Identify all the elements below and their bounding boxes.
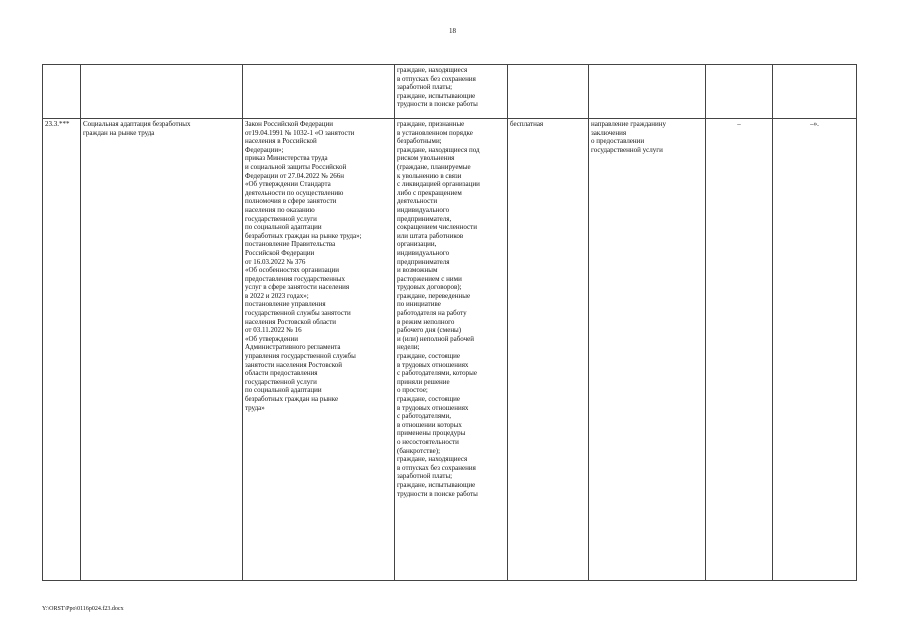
table-row — [43, 119, 857, 581]
cell-col8: –». — [773, 119, 857, 581]
cell-service — [81, 65, 243, 119]
cell-result — [589, 65, 706, 119]
cell-fee: бесплатная — [508, 119, 589, 581]
cell-number — [43, 65, 81, 119]
cell-legal-basis — [243, 65, 395, 119]
cell-service: Социальная адаптация безработных граждан на рынке труда — [81, 119, 243, 581]
page-number: 18 — [449, 27, 456, 35]
footer-file-path: Y:\ORST\Ppo\0116p024.f23.docx — [42, 606, 124, 612]
services-table — [42, 64, 857, 581]
cell-recipients: граждане, находящиеся в отпусках без сохранения заработной платы; граждане, испытывающие трудности в поиске работы — [395, 65, 508, 119]
cell-col8 — [773, 65, 857, 119]
cell-recipients: граждане, признанные в установленном порядке безработными; граждане, находящиеся под риском увольнения (граждане, планируемые к увольнению в связи с ликвидацией организации либо с прекращением деятельности индивидуального предпринимателя, сокращением численности или штата работников организации, индивидуального предпринимателя и возможным расторжением с ними трудовых договоров); граждане, переведенные по инициативе работодателя на работу в режим неполного рабочего дня (смены) и (или) неполной рабочей недели; граждане, состоящие в трудовых отношениях с работодателями, которые приняли решение о простое; граждане, состоящие в трудовых отношениях с работодателями, в отношении которых применены процедуры о несостоятельности (банкротстве); граждане, находящиеся в отпусках без сохранения заработной платы; граждане, испытывающие трудности в поиске работы — [395, 119, 508, 581]
cell-legal-basis: Закон Российской Федерации от19.04.1991 № 1032-1 «О занятости населения в Российской Федерации»; приказ Министерства труда и социальной защиты Российской Федерации от 27.04.2022 № 266н «Об утверждении Стандарта деятельности по осуществлению полномочия в сфере занятости населения по оказанию государственной услуги по социальной адаптации безработных граждан на рынке труда»; постановление Правительства Российской Федерации от 16.03.2022 № 376 «Об особенностях организации предоставления государственных услуг в сфере занятости населения в 2022 и 2023 годах»; постановление управления государственной службы занятости населения Ростовской области от 03.11.2022 № 16 «Об утверждении Административного регламента управления государственной службы занятости населения Ростовской области предоставления государственной услуги по социальной адаптации безработных граждан на рынке труда» — [243, 119, 395, 581]
table-row — [43, 65, 857, 119]
cell-result: направление гражданину заключения о предоставлении государственной услуги — [589, 119, 706, 581]
cell-number: 23.3.*** — [43, 119, 81, 581]
cell-fee — [508, 65, 589, 119]
cell-col7 — [706, 65, 773, 119]
cell-col7: – — [706, 119, 773, 581]
